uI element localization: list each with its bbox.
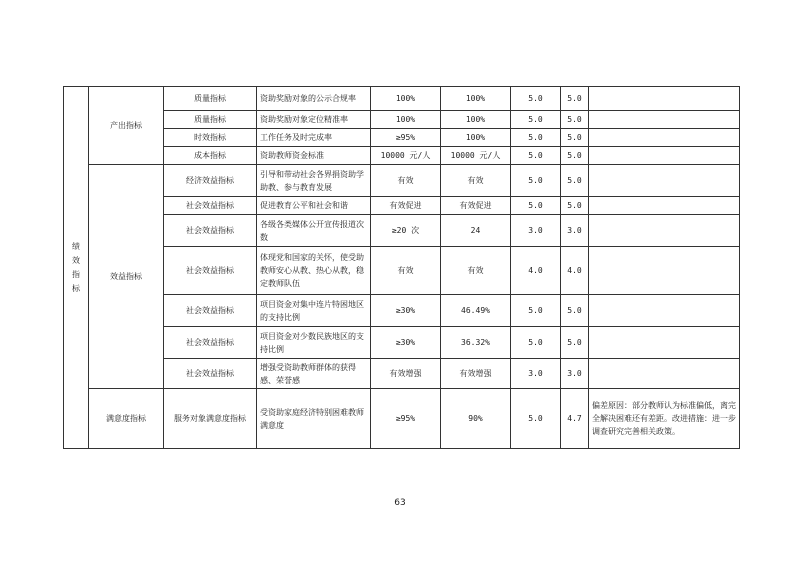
target-cell: 有效促进 bbox=[371, 197, 441, 215]
score-cell: 5.0 bbox=[561, 327, 589, 359]
weight-cell: 5.0 bbox=[511, 327, 561, 359]
table-row bbox=[64, 87, 740, 111]
group-satisfaction-cell: 满意度指标 bbox=[89, 389, 164, 449]
group-output-cell: 产出指标 bbox=[89, 87, 164, 165]
table-row bbox=[64, 247, 740, 295]
weight-cell: 5.0 bbox=[511, 87, 561, 111]
score-cell: 5.0 bbox=[561, 129, 589, 147]
level1-label: 绩效指标 bbox=[72, 241, 80, 293]
table-row bbox=[64, 327, 740, 359]
table-row bbox=[64, 197, 740, 215]
table-row bbox=[64, 215, 740, 247]
weight-cell: 5.0 bbox=[511, 165, 561, 197]
weight-cell: 3.0 bbox=[511, 359, 561, 389]
table-row bbox=[64, 389, 740, 449]
category-cell: 社会效益指标 bbox=[164, 359, 257, 389]
actual-cell: 有效 bbox=[441, 165, 511, 197]
indicator-cell: 各级各类媒体公开宣传报道次数 bbox=[257, 215, 371, 247]
note-cell bbox=[589, 129, 740, 147]
weight-cell: 5.0 bbox=[511, 111, 561, 129]
actual-cell: 36.32% bbox=[441, 327, 511, 359]
indicator-cell: 资助奖励对象定位精准率 bbox=[257, 111, 371, 129]
target-cell: 100% bbox=[371, 87, 441, 111]
category-cell: 经济效益指标 bbox=[164, 165, 257, 197]
score-cell: 4.0 bbox=[561, 247, 589, 295]
actual-cell: 有效 bbox=[441, 247, 511, 295]
actual-cell: 有效促进 bbox=[441, 197, 511, 215]
actual-cell: 24 bbox=[441, 215, 511, 247]
score-cell: 5.0 bbox=[561, 165, 589, 197]
actual-cell: 100% bbox=[441, 87, 511, 111]
weight-cell: 5.0 bbox=[511, 389, 561, 449]
actual-cell: 10000 元/人 bbox=[441, 147, 511, 165]
category-cell: 社会效益指标 bbox=[164, 247, 257, 295]
note-cell bbox=[589, 111, 740, 129]
note-cell bbox=[589, 215, 740, 247]
table-row bbox=[64, 129, 740, 147]
actual-cell: 46.49% bbox=[441, 295, 511, 327]
category-cell: 质量指标 bbox=[164, 111, 257, 129]
indicator-cell: 增强受资助教师群体的获得感、荣誉感 bbox=[257, 359, 371, 389]
category-cell: 时效指标 bbox=[164, 129, 257, 147]
target-cell: ≥30% bbox=[371, 295, 441, 327]
category-cell: 社会效益指标 bbox=[164, 327, 257, 359]
weight-cell: 5.0 bbox=[511, 147, 561, 165]
score-cell: 3.0 bbox=[561, 359, 589, 389]
category-cell: 社会效益指标 bbox=[164, 295, 257, 327]
note-cell: 偏差原因：部分教师认为标准偏低，离完全解决困难还有差距。改进措施：进一步调查研究完善相关政策。 bbox=[589, 389, 740, 449]
note-cell bbox=[589, 295, 740, 327]
indicator-cell: 受资助家庭经济特别困难教师满意度 bbox=[257, 389, 371, 449]
weight-cell: 4.0 bbox=[511, 247, 561, 295]
weight-cell: 5.0 bbox=[511, 129, 561, 147]
actual-cell: 90% bbox=[441, 389, 511, 449]
note-cell bbox=[589, 87, 740, 111]
category-cell: 社会效益指标 bbox=[164, 197, 257, 215]
category-cell: 成本指标 bbox=[164, 147, 257, 165]
actual-cell: 100% bbox=[441, 111, 511, 129]
category-cell: 质量指标 bbox=[164, 87, 257, 111]
page-number: 63 bbox=[394, 498, 406, 508]
target-cell: ≥30% bbox=[371, 327, 441, 359]
target-cell: 有效 bbox=[371, 165, 441, 197]
table-row bbox=[64, 295, 740, 327]
score-cell: 3.0 bbox=[561, 215, 589, 247]
indicator-cell: 促进教育公平和社会和谐 bbox=[257, 197, 371, 215]
table-row bbox=[64, 165, 740, 197]
score-cell: 5.0 bbox=[561, 87, 589, 111]
actual-cell: 100% bbox=[441, 129, 511, 147]
weight-cell: 5.0 bbox=[511, 295, 561, 327]
indicator-cell: 工作任务及时完成率 bbox=[257, 129, 371, 147]
category-cell: 服务对象满意度指标 bbox=[164, 389, 257, 449]
note-cell bbox=[589, 165, 740, 197]
category-cell: 社会效益指标 bbox=[164, 215, 257, 247]
target-cell: ≥95% bbox=[371, 129, 441, 147]
note-cell bbox=[589, 247, 740, 295]
table-row bbox=[64, 111, 740, 129]
score-cell: 5.0 bbox=[561, 147, 589, 165]
score-cell: 5.0 bbox=[561, 295, 589, 327]
indicator-cell: 体现党和国家的关怀，使受助教师安心从教、热心从教，稳定教师队伍 bbox=[257, 247, 371, 295]
indicator-cell: 引导和带动社会各界捐资助学助教、参与教育发展 bbox=[257, 165, 371, 197]
target-cell: ≥20 次 bbox=[371, 215, 441, 247]
indicator-cell: 项目资金对集中连片特困地区的支持比例 bbox=[257, 295, 371, 327]
weight-cell: 5.0 bbox=[511, 197, 561, 215]
score-cell: 5.0 bbox=[561, 197, 589, 215]
target-cell: 100% bbox=[371, 111, 441, 129]
level1-cell bbox=[64, 87, 89, 449]
note-cell bbox=[589, 359, 740, 389]
indicator-cell: 资助教师资金标准 bbox=[257, 147, 371, 165]
indicator-cell: 项目资金对少数民族地区的支持比例 bbox=[257, 327, 371, 359]
note-cell bbox=[589, 147, 740, 165]
group-benefit-cell: 效益指标 bbox=[89, 165, 164, 389]
target-cell: ≥95% bbox=[371, 389, 441, 449]
table-row bbox=[64, 147, 740, 165]
target-cell: 有效增强 bbox=[371, 359, 441, 389]
score-cell: 4.7 bbox=[561, 389, 589, 449]
score-cell: 5.0 bbox=[561, 111, 589, 129]
table-row bbox=[64, 359, 740, 389]
target-cell: 有效 bbox=[371, 247, 441, 295]
note-cell bbox=[589, 197, 740, 215]
performance-indicator-table bbox=[63, 86, 740, 449]
target-cell: 10000 元/人 bbox=[371, 147, 441, 165]
actual-cell: 有效增强 bbox=[441, 359, 511, 389]
indicator-cell: 资助奖励对象的公示合规率 bbox=[257, 87, 371, 111]
weight-cell: 3.0 bbox=[511, 215, 561, 247]
note-cell bbox=[589, 327, 740, 359]
